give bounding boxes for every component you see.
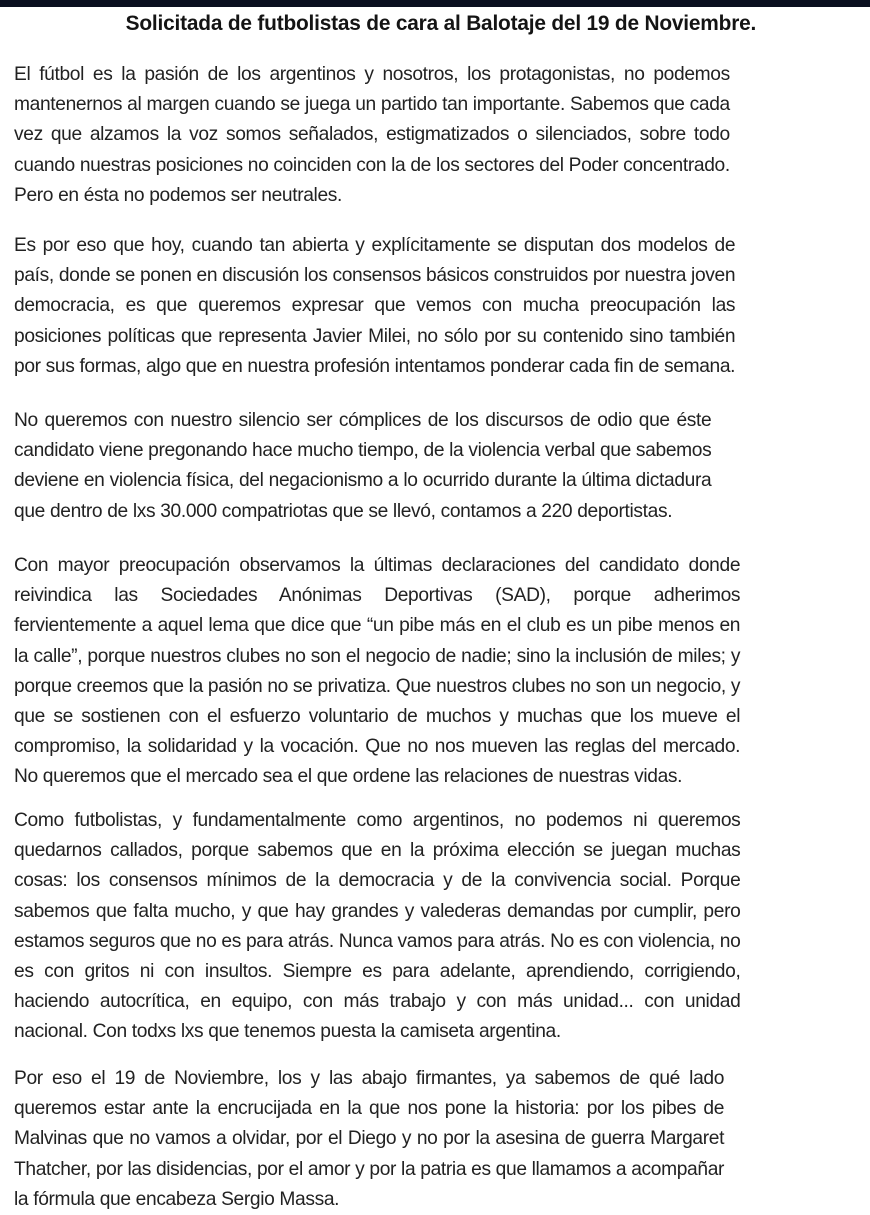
paragraph-2	[14, 231, 735, 382]
text-line: que se sostienen con el esfuerzo voluntario de muchos y muchas que los mueve el	[14, 706, 741, 728]
text-line: Malvinas que no vamos a olvidar, por el Diego y no por la asesina de guerra Margaret	[14, 1128, 725, 1150]
paragraph-5	[14, 806, 740, 1048]
text-line: Es por eso que hoy, cuando tan abierta y explícitamente se disputan dos modelos de	[14, 235, 736, 256]
text-line: la fórmula que encabeza Sergio Massa.	[14, 1188, 340, 1210]
text-line: la calle”, porque nuestros clubes no son el negocio de nadie; sino la inclusión de miles; y	[14, 645, 741, 667]
text-line: porque creemos que la pasión no se privatiza. Que nuestros clubes no son un negocio, y	[14, 675, 741, 697]
text-line: es con gritos ni con insultos. Siempre es para adelante, aprendiendo, corrigiendo,	[14, 961, 741, 983]
paragraph-4	[14, 551, 740, 793]
text-line: compromiso, la solidaridad y la vocación. Que no nos mueven las reglas del mercado.	[14, 736, 741, 758]
text-line: quedarnos callados, porque sabemos que en la próxima elección se juegan muchas	[14, 840, 741, 862]
text-line: mantenernos al margen cuando se juega un partido tan importante. Sabemos que cada	[14, 94, 730, 116]
text-line: Con mayor preocupación observamos la últimas declaraciones del candidato donde	[14, 555, 741, 576]
text-line: El fútbol es la pasión de los argentinos y nosotros, los protagonistas, no podemos	[14, 64, 730, 85]
paragraph-1	[14, 60, 730, 211]
paragraph-6	[14, 1064, 724, 1215]
text-line: vez que alzamos la voz somos señalados, estigmatizados o silenciados, sobre todo	[14, 124, 730, 146]
text-line: Thatcher, por las disidencias, por el amor y por la patria es que llamamos a acompañar	[14, 1158, 725, 1180]
text-line: candidato viene pregonando hace mucho tiempo, de la violencia verbal que sabemos	[14, 440, 712, 462]
text-line: cosas: los consensos mínimos de la democracia y de la convivencia social. Porque	[14, 870, 741, 892]
text-line: haciendo autocrítica, en equipo, con más trabajo y con más unidad... con unidad	[14, 991, 741, 1013]
text-line: No queremos que el mercado sea el que ordene las relaciones de nuestras vidas.	[14, 766, 683, 788]
text-line: deviene en violencia física, del negacionismo a lo ocurrido durante la última dictadura	[14, 470, 712, 492]
text-line: Por eso el 19 de Noviembre, los y las abajo firmantes, ya sabemos de qué lado	[14, 1068, 725, 1089]
document	[14, 10, 862, 1210]
text-line: cuando nuestras posiciones no coinciden con la de los sectores del Poder concentrado.	[14, 154, 730, 176]
text-line: queremos estar ante la encrucijada en la que nos pone la historia: por los pibes de	[14, 1098, 725, 1120]
document-title: Solicitada de futbolistas de cara al Balotaje del 19 de Noviembre.	[125, 11, 757, 35]
text-line: Pero en ésta no podemos ser neutrales.	[14, 184, 343, 206]
text-line: que dentro de lxs 30.000 compatriotas que se llevó, contamos a 220 deportistas.	[14, 500, 673, 522]
text-line: reivindica las Sociedades Anónimas Deportivas (SAD), porque adherimos	[14, 585, 741, 607]
text-line: nacional. Con todxs lxs que tenemos puesta la camiseta argentina.	[14, 1021, 561, 1043]
text-line: democracia, es que queremos expresar que vemos con mucha preocupación las	[14, 295, 736, 317]
text-line: Como futbolistas, y fundamentalmente como argentinos, no podemos ni queremos	[14, 810, 741, 831]
text-line: No queremos con nuestro silencio ser cómplices de los discursos de odio que éste	[14, 410, 712, 431]
text-line: fervientemente a aquel lema que dice que “un pibe más en el club es un pibe menos en	[14, 615, 741, 637]
text-line: sabemos que falta mucho, y que hay grandes y valederas demandas por cumplir, pero	[14, 900, 741, 922]
text-line: por sus formas, algo que en nuestra profesión intentamos ponderar cada fin de semana.	[14, 355, 736, 377]
paragraph-3	[14, 406, 711, 527]
text-line: país, donde se ponen en discusión los consensos básicos construidos por nuestra joven	[14, 265, 736, 287]
top-bar	[0, 0, 870, 7]
text-line: posiciones políticas que representa Javier Milei, no sólo por su contenido sino también	[14, 325, 736, 347]
text-line: estamos seguros que no es para atrás. Nunca vamos para atrás. No es con violencia, no	[14, 930, 741, 952]
